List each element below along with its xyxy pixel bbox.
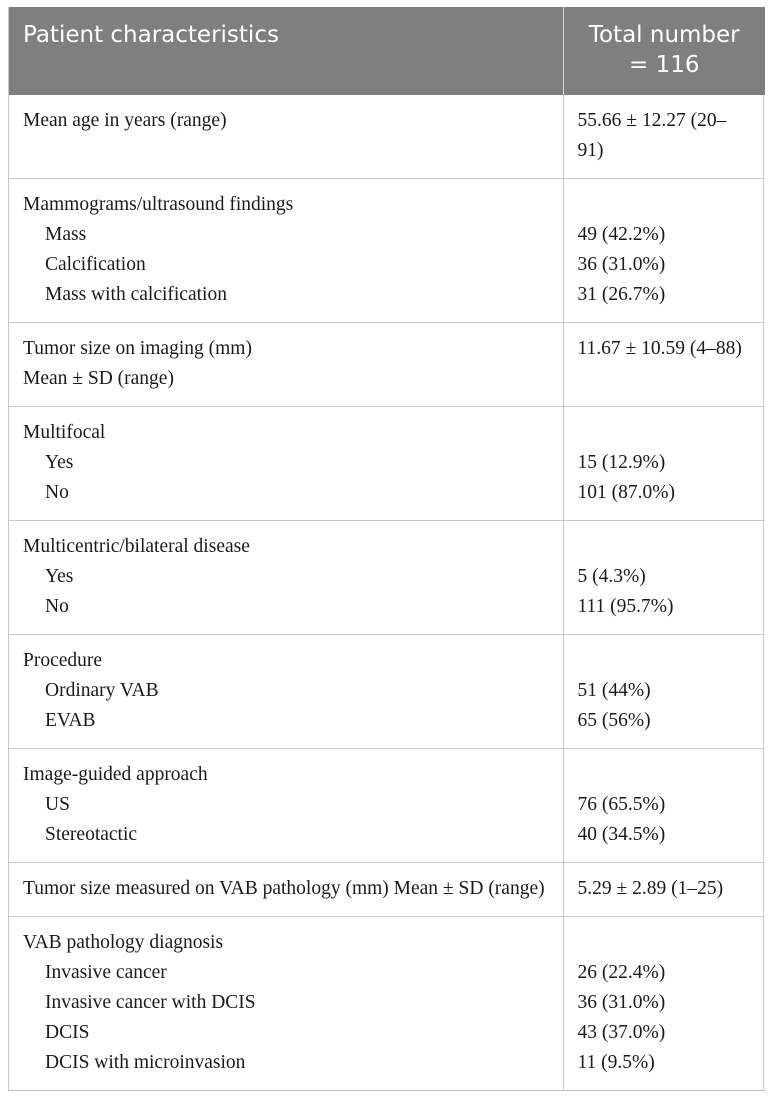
- characteristic-label: Mean ± SD (range): [23, 368, 174, 389]
- characteristic-label: Multifocal: [23, 422, 106, 443]
- table-row: [9, 749, 765, 863]
- subcategory-label: Yes: [45, 566, 74, 587]
- subcategory-label: DCIS: [45, 1022, 90, 1043]
- table-header-row: [9, 7, 765, 95]
- characteristic-cell: [9, 749, 563, 863]
- subcategory-label: Invasive cancer with DCIS: [45, 992, 256, 1013]
- characteristic-cell: [9, 917, 563, 1091]
- subcategory-label: No: [45, 482, 69, 503]
- subcategory-label: No: [45, 596, 69, 617]
- total-number-cell: [563, 635, 765, 749]
- characteristic-label: Tumor size measured on VAB pathology (mm) Mean ± SD (range): [23, 878, 545, 899]
- characteristic-cell: [9, 323, 563, 407]
- total-number-value: [578, 928, 752, 958]
- total-number-cell: [563, 749, 765, 863]
- subcategory-label: Calcification: [45, 254, 146, 275]
- total-number-value: 40 (34.5%): [577, 824, 666, 845]
- total-number-cell: [563, 179, 765, 323]
- characteristic-label: Mammograms/ultrasound findings: [23, 194, 294, 215]
- total-number-value: [578, 760, 752, 790]
- total-number-value: 101 (87.0%): [577, 482, 675, 503]
- characteristic-label: Multicentric/bilateral disease: [23, 536, 250, 557]
- subcategory-label: Yes: [45, 452, 74, 473]
- characteristic-label: VAB pathology diagnosis: [23, 932, 224, 953]
- characteristic-label: Image-guided approach: [23, 764, 208, 785]
- total-number-value: 43 (37.0%): [577, 1022, 666, 1043]
- characteristics-table-container: [8, 7, 764, 1091]
- total-number-cell: [563, 917, 765, 1091]
- subcategory-label: Stereotactic: [45, 824, 138, 845]
- total-number-value: 11 (9.5%): [577, 1052, 655, 1073]
- header-patient-characteristics: Patient characteristics: [9, 7, 563, 95]
- characteristic-cell: [9, 407, 563, 521]
- characteristic-cell: [9, 179, 563, 323]
- table-row: [9, 179, 765, 323]
- total-number-value: 26 (22.4%): [577, 962, 666, 983]
- total-number-value: 51 (44%): [577, 680, 651, 701]
- characteristic-label: Procedure: [23, 650, 103, 671]
- subcategory-label: Mass with calcification: [45, 284, 227, 305]
- total-number-cell: [563, 323, 765, 407]
- characteristic-label: Mean age in years (range): [23, 110, 227, 131]
- characteristic-label: Tumor size on imaging (mm): [23, 338, 252, 359]
- table-row: [9, 521, 765, 635]
- total-number-value: 49 (42.2%): [577, 224, 666, 245]
- table-row: [9, 407, 765, 521]
- characteristic-cell: [9, 95, 563, 179]
- total-number-cell: [563, 863, 765, 917]
- total-number-value: 15 (12.9%): [577, 452, 666, 473]
- total-number-value: 36 (31.0%): [577, 992, 666, 1013]
- characteristic-cell: [9, 635, 563, 749]
- total-number-value: 36 (31.0%): [577, 254, 666, 275]
- table-row: [9, 323, 765, 407]
- characteristic-cell: [9, 863, 563, 917]
- table-row: [9, 95, 765, 179]
- total-number-cell: [563, 95, 765, 179]
- subcategory-label: Ordinary VAB: [45, 680, 159, 701]
- table-row: [9, 635, 765, 749]
- total-number-value: [578, 190, 752, 220]
- total-number-value: 55.66 ± 12.27 (20–91): [577, 110, 727, 161]
- total-number-cell: [563, 407, 765, 521]
- table-frame: [8, 7, 764, 1091]
- total-number-value: 76 (65.5%): [577, 794, 666, 815]
- total-number-cell: [563, 521, 765, 635]
- total-number-value: 11.67 ± 10.59 (4–88): [577, 338, 742, 359]
- subcategory-label: EVAB: [45, 710, 96, 731]
- total-number-value: 31 (26.7%): [577, 284, 666, 305]
- total-number-value: 5 (4.3%): [577, 566, 646, 587]
- total-number-value: 65 (56%): [577, 710, 651, 731]
- total-number-value: 5.29 ± 2.89 (1–25): [577, 878, 724, 899]
- table-body: [9, 95, 765, 1091]
- total-number-value: 111 (95.7%): [577, 596, 674, 617]
- characteristic-cell: [9, 521, 563, 635]
- table-row: [9, 917, 765, 1091]
- total-number-value: [578, 532, 752, 562]
- subcategory-label: DCIS with microinvasion: [45, 1052, 246, 1073]
- subcategory-label: US: [45, 794, 70, 815]
- patient-characteristics-table: [9, 7, 765, 1091]
- subcategory-label: Mass: [45, 224, 87, 245]
- header-total-number: Total number = 116: [563, 7, 765, 95]
- table-row: [9, 863, 765, 917]
- subcategory-label: Invasive cancer: [45, 962, 167, 983]
- total-number-value: [578, 646, 752, 676]
- total-number-value: [578, 418, 752, 448]
